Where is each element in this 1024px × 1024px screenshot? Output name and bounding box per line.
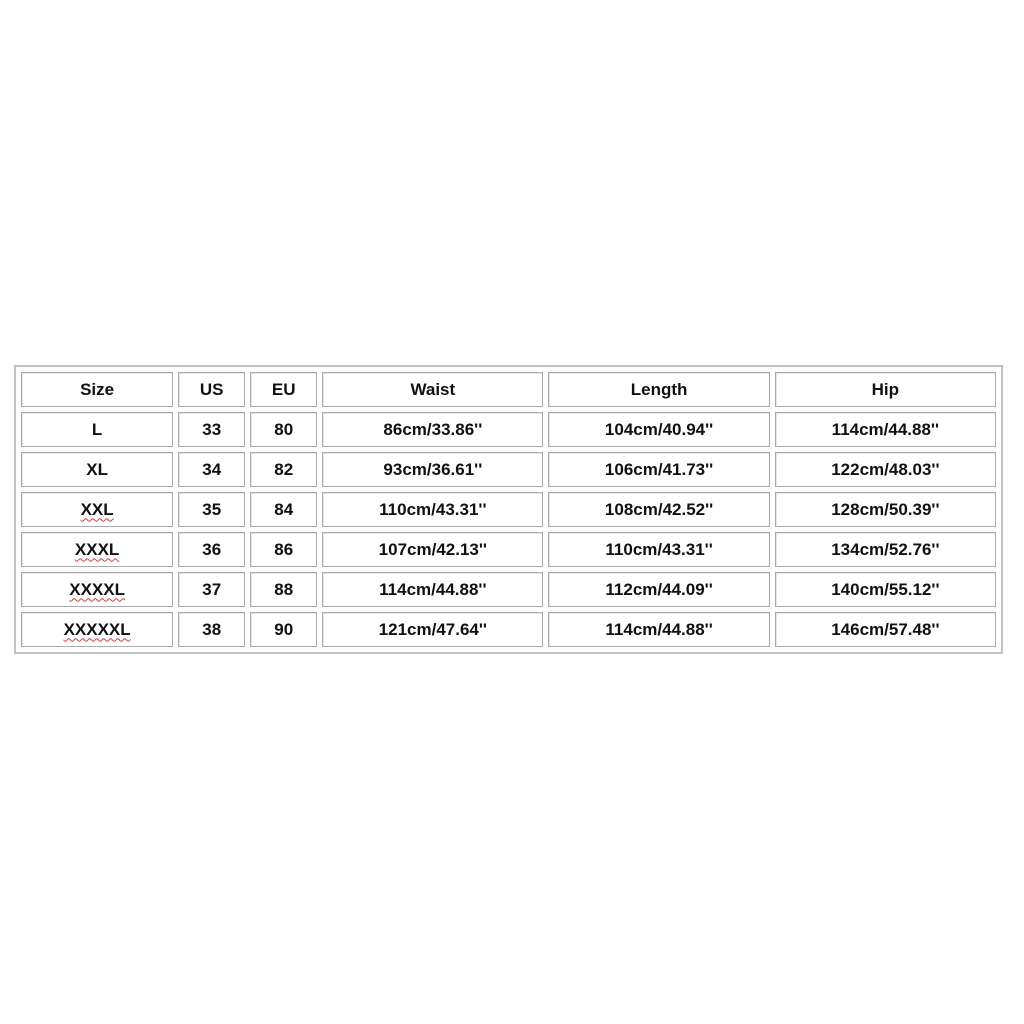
table-row xyxy=(21,572,996,607)
header-eu: EU xyxy=(250,372,317,407)
header-size: Size xyxy=(21,372,173,407)
table-row xyxy=(21,492,996,527)
cell-length: 106cm/41.73'' xyxy=(548,452,769,487)
cell-hip: 128cm/50.39'' xyxy=(775,492,996,527)
cell-waist: 121cm/47.64'' xyxy=(322,612,543,647)
size-label: XL xyxy=(86,459,108,479)
cell-hip: 122cm/48.03'' xyxy=(775,452,996,487)
cell-eu: 90 xyxy=(250,612,317,647)
table-row xyxy=(21,412,996,447)
size-label: XXL xyxy=(80,499,114,519)
cell-hip: 146cm/57.48'' xyxy=(775,612,996,647)
cell-size xyxy=(21,492,173,527)
cell-us: 33 xyxy=(178,412,245,447)
size-label: L xyxy=(91,419,103,439)
cell-waist: 86cm/33.86'' xyxy=(322,412,543,447)
cell-eu: 80 xyxy=(250,412,317,447)
cell-size xyxy=(21,452,173,487)
cell-hip: 134cm/52.76'' xyxy=(775,532,996,567)
cell-size xyxy=(21,532,173,567)
header-waist: Waist xyxy=(322,372,543,407)
table-row xyxy=(21,452,996,487)
cell-waist: 107cm/42.13'' xyxy=(322,532,543,567)
cell-us: 35 xyxy=(178,492,245,527)
header-hip: Hip xyxy=(775,372,996,407)
cell-hip: 140cm/55.12'' xyxy=(775,572,996,607)
cell-waist: 93cm/36.61'' xyxy=(322,452,543,487)
cell-length: 108cm/42.52'' xyxy=(548,492,769,527)
cell-size xyxy=(21,572,173,607)
header-length: Length xyxy=(548,372,769,407)
table-header-row xyxy=(21,372,996,407)
cell-eu: 88 xyxy=(250,572,317,607)
header-us: US xyxy=(178,372,245,407)
cell-eu: 84 xyxy=(250,492,317,527)
cell-length: 114cm/44.88'' xyxy=(548,612,769,647)
cell-us: 38 xyxy=(178,612,245,647)
cell-size xyxy=(21,612,173,647)
cell-length: 110cm/43.31'' xyxy=(548,532,769,567)
cell-waist: 114cm/44.88'' xyxy=(322,572,543,607)
cell-length: 104cm/40.94'' xyxy=(548,412,769,447)
cell-waist: 110cm/43.31'' xyxy=(322,492,543,527)
cell-us: 34 xyxy=(178,452,245,487)
cell-eu: 82 xyxy=(250,452,317,487)
cell-us: 37 xyxy=(178,572,245,607)
size-label: XXXXL xyxy=(69,579,125,599)
cell-length: 112cm/44.09'' xyxy=(548,572,769,607)
size-label: XXXXXL xyxy=(63,619,131,639)
cell-eu: 86 xyxy=(250,532,317,567)
size-label: XXXL xyxy=(74,539,120,559)
cell-size xyxy=(21,412,173,447)
table-row xyxy=(21,612,996,647)
cell-us: 36 xyxy=(178,532,245,567)
cell-hip: 114cm/44.88'' xyxy=(775,412,996,447)
table-row xyxy=(21,532,996,567)
size-chart-table xyxy=(14,365,1003,654)
